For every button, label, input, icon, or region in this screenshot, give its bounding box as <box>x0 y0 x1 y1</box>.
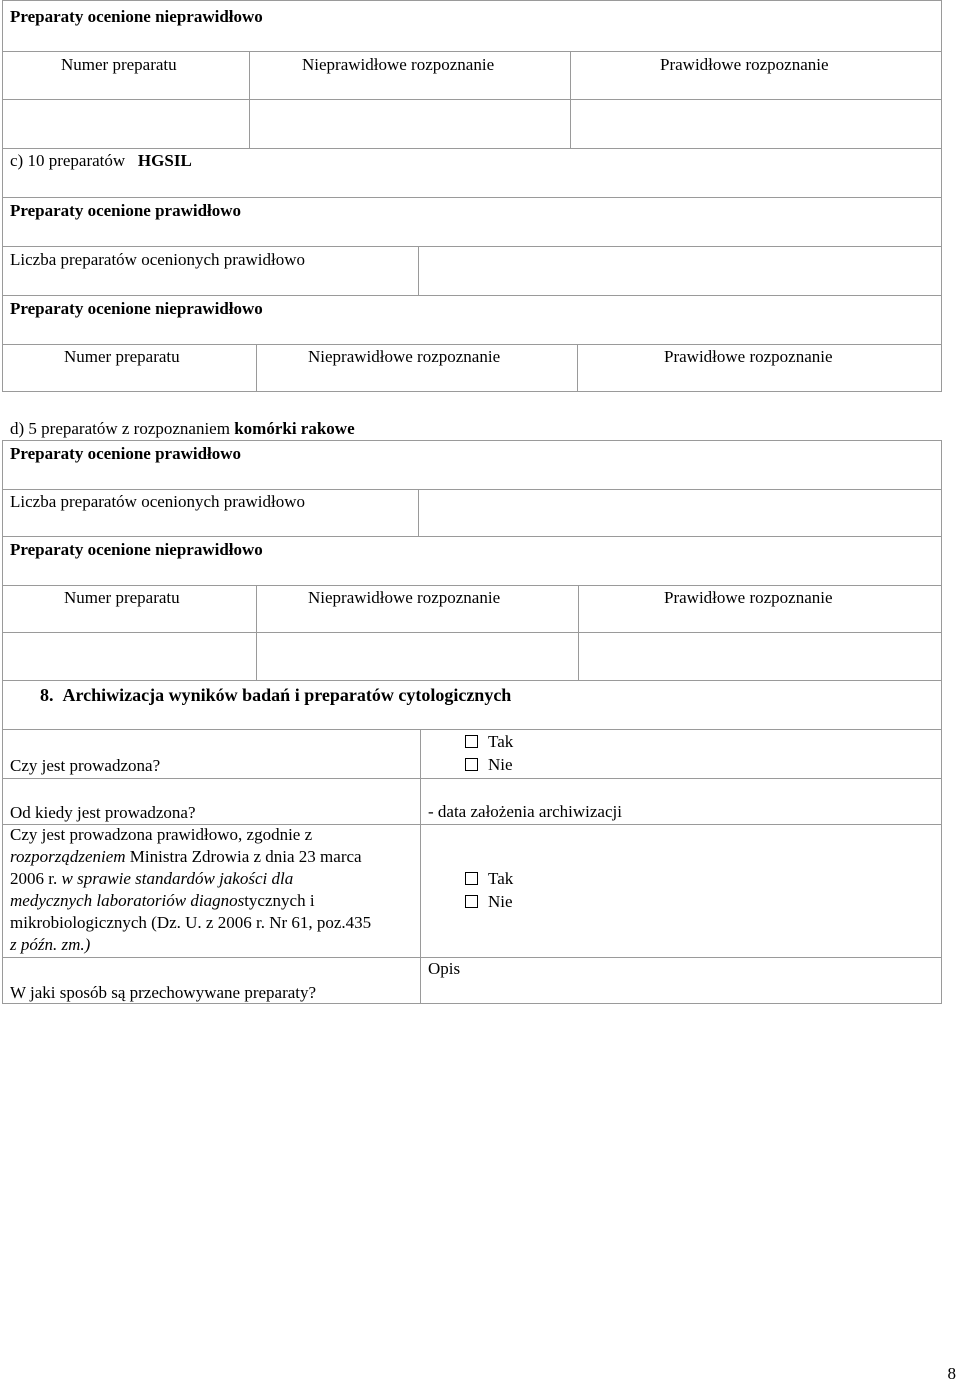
col-incorrect-header: Nieprawidłowe rozpoznanie <box>308 588 501 607</box>
q3-line-3-italic: w sprawie standardów jakości dla <box>61 869 294 888</box>
q4-label: W jaki sposób są przechowywane preparaty? <box>10 983 317 1002</box>
checkbox-icon[interactable] <box>465 872 478 885</box>
q3-line-4-rest: tycznych i <box>244 891 315 910</box>
section-8-title <box>40 684 511 706</box>
col-correct-header: Prawidłowe rozpoznanie <box>664 588 833 607</box>
q3-yes-option[interactable] <box>465 868 513 890</box>
section-c-count-label: Liczba preparatów ocenionych prawidłowo <box>10 250 306 269</box>
q2-label: Od kiedy jest prowadzona? <box>10 803 196 822</box>
section-d-incorrect-title: Preparaty ocenione nieprawidłowo <box>10 540 263 559</box>
section-c-heading-prefix: c) 10 preparatów <box>10 151 126 170</box>
col-number-header: Numer preparatu <box>64 347 180 366</box>
col-number-header: Numer preparatu <box>61 55 177 74</box>
q2-answer-hint[interactable]: - data założenia archiwizacji <box>428 802 622 821</box>
checkbox-icon[interactable] <box>465 895 478 908</box>
q1-yes-option[interactable] <box>465 731 513 753</box>
top-incorrect-title: Preparaty ocenione nieprawidłowo <box>10 7 263 26</box>
section-c-heading-bold: HGSIL <box>137 151 192 170</box>
section-c-incorrect-title: Preparaty ocenione nieprawidłowo <box>10 299 263 318</box>
section-d-count-field[interactable] <box>419 490 941 536</box>
page-number: 8 <box>947 1364 956 1383</box>
checkbox-icon[interactable] <box>465 758 478 771</box>
col-number-header: Numer preparatu <box>64 588 180 607</box>
q3-line-4 <box>10 890 315 912</box>
section-d-count-label: Liczba preparatów ocenionych prawidłowo <box>10 492 306 511</box>
q3-line-5: mikrobiologicznych (Dz. U. z 2006 r. Nr 61, poz.435 <box>10 913 372 932</box>
section-d-heading-bold: komórki rakowe <box>234 419 355 438</box>
q1-yes-label: Tak <box>488 732 514 751</box>
q3-line-3-plain: 2006 r. <box>10 869 62 888</box>
q3-line-2-rest: Ministra Zdrowia z dnia 23 marca <box>125 847 362 866</box>
top-entry-row[interactable] <box>2 99 942 149</box>
q1-label: Czy jest prowadzona? <box>10 756 161 775</box>
section-d-entry-row[interactable] <box>2 632 942 681</box>
q3-yes-label: Tak <box>488 869 514 888</box>
col-incorrect-header: Nieprawidłowe rozpoznanie <box>308 347 501 366</box>
col-incorrect-header: Nieprawidłowe rozpoznanie <box>302 55 495 74</box>
section-8-title-text: Archiwizacja wyników badań i preparatów cytologicznych <box>62 685 512 705</box>
section-c-heading <box>10 150 192 172</box>
q3-line-4-italic: medycznych laboratoriów diagnos <box>10 891 245 910</box>
q3-line-6: z późn. zm.) <box>10 935 91 954</box>
q3-line-2 <box>10 846 362 868</box>
section-c-count-field[interactable] <box>419 247 941 295</box>
section-d-correct-title: Preparaty ocenione prawidłowo <box>10 444 242 463</box>
q1-no-label: Nie <box>488 755 513 774</box>
section-8-number: 8. <box>40 685 54 705</box>
checkbox-icon[interactable] <box>465 735 478 748</box>
q3-line-3 <box>10 868 293 890</box>
q3-no-label: Nie <box>488 892 513 911</box>
q3-no-option[interactable] <box>465 891 513 913</box>
q4-answer-hint[interactable]: Opis <box>428 959 461 978</box>
section-d-heading <box>10 418 355 440</box>
section-d-heading-prefix: d) 5 preparatów z rozpoznaniem <box>10 419 230 438</box>
divider <box>420 729 421 779</box>
q1-no-option[interactable] <box>465 754 513 776</box>
divider <box>256 344 257 392</box>
q3-line-1: Czy jest prowadzona prawidłowo, zgodnie z <box>10 825 313 844</box>
col-correct-header: Prawidłowe rozpoznanie <box>660 55 829 74</box>
section-c-correct-title: Preparaty ocenione prawidłowo <box>10 201 242 220</box>
q3-line-2-italic: rozporządzeniem <box>10 847 126 866</box>
divider <box>577 344 578 392</box>
col-correct-header: Prawidłowe rozpoznanie <box>664 347 833 366</box>
